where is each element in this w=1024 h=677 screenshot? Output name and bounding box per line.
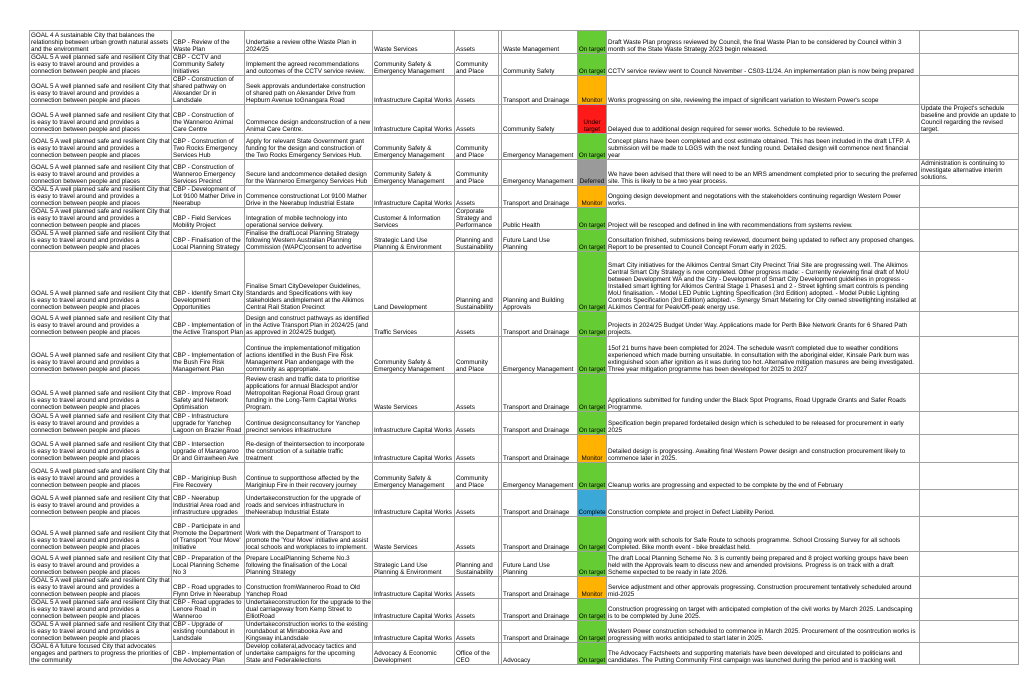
comment-cell: Delayed due to additional design required for sewer works. Schedule to be reviewed.: [607, 105, 920, 134]
goal-cell: GOAL 5 A well planned safe and resilient City that is easy to travel around and provides a connection between people and places: [31, 621, 170, 642]
strategy-cell: Transport and Drainage: [502, 577, 578, 599]
goal-cell: GOAL 5 A well planned safe and resilient City that is easy to travel around and provides a connection between people and places: [30, 490, 172, 517]
goal-cell: GOAL 5 A well planned safe and resilient City that is easy to travel around and provides a connection between people and places: [30, 160, 172, 186]
strategy-cell: Transport and Drainage: [502, 186, 578, 208]
table-row: [30, 621, 1019, 643]
table-row: [30, 252, 1019, 312]
category-cell: Assets: [455, 186, 499, 208]
service-cell: Community Safety & Emergency Management: [373, 337, 455, 374]
goal-cell: GOAL 5 A well planned safe and resilient City that is easy to travel around and provides a connection between people and places: [30, 374, 172, 412]
table-row: [30, 160, 1019, 186]
action-cell: CBP - Preparation of the Local Planning Scheme No 3: [172, 552, 245, 577]
status-cell: Complete: [578, 490, 607, 517]
service-cell: Infrastructure Capital Works: [373, 105, 455, 134]
service-cell: Infrastructure Capital Works: [373, 577, 455, 599]
action-cell: CBP - Construction of Wanneroo Emergency Services Precinct: [172, 160, 245, 186]
strategy-cell: Emergency Management: [502, 134, 578, 160]
service-cell: Traffic Services: [373, 312, 455, 337]
table-row: [30, 517, 1019, 552]
action-cell: CBP - Identify Smart City Development Opportunities: [172, 252, 245, 312]
strategy-cell: Future Land Use Planning: [502, 552, 578, 577]
goal-cell: GOAL 5 A well planned safe and resilient City that is easy to travel around and provides a connection between people and places: [30, 105, 172, 134]
table-row: [30, 412, 1019, 435]
strategy-cell: Transport and Drainage: [502, 312, 578, 337]
table-row: [30, 105, 1019, 134]
description-cell: Develop collateral,advocacy tactics and undertake campaigns for the upcoming State and Federalelections: [245, 643, 373, 665]
description-cell: Finalise Smart CityDeveloper Guidelines, Standards and Specifications with key stakeholders andimplement at the Alkimos Central Rail Station Precinct: [245, 252, 373, 312]
strategy-cell: Planning and Building Approvals: [502, 252, 578, 312]
table-body: [30, 31, 1019, 665]
service-cell: Infrastructure Capital Works: [373, 412, 455, 435]
comment-cell: Cleanup works are progressing and expected to be complete by the end of February: [607, 463, 920, 490]
status-cell: On target: [578, 31, 607, 54]
status-cell: On target: [578, 463, 607, 490]
service-cell: Waste Services: [373, 31, 455, 54]
action-cell: CBP - Field Services Mobility Project: [172, 208, 245, 230]
description-cell: Undertakeconstruction for the upgrade of roads and services infrastructure in theNeerabup Industrial Estate: [245, 490, 373, 517]
description-cell: Integration of mobile technology into operational service delivery.: [245, 208, 373, 230]
action-required-cell: [920, 463, 1019, 490]
service-cell: Strategic Land Use Planning & Environment: [373, 552, 455, 577]
table-row: [30, 463, 1019, 490]
action-required-cell: [920, 643, 1019, 665]
table-row: [30, 230, 1019, 252]
status-cell: On target: [578, 208, 607, 230]
description-cell: Seek approvals andundertake construction of shared path on Alexander Drive from Hepburn Avenue toGnangara Road: [245, 76, 373, 105]
status-cell: On target: [578, 252, 607, 312]
goal-cell: GOAL 5 A well planned safe and resilient City that is easy to travel around and provides a connection between people and places: [30, 76, 172, 105]
strategy-cell: Emergency Management: [502, 337, 578, 374]
table-row: [30, 599, 1019, 621]
action-required-cell: [920, 412, 1019, 435]
strategy-cell: Waste Management: [502, 31, 578, 54]
strategy-cell: Transport and Drainage: [502, 599, 578, 621]
description-cell: Apply for relevant State Government grant funding for the design and construction of the Two Rocks Emergency Services Hub.: [245, 134, 373, 160]
category-cell: Planning and Sustainability: [455, 552, 499, 577]
action-plan-table: [29, 30, 1019, 665]
description-cell: Secure land andcommence detailed design for the Wanneroo Emergency Services Hub: [245, 160, 373, 186]
category-cell: Assets: [455, 312, 499, 337]
category-cell: Assets: [455, 490, 499, 517]
action-required-cell: [920, 252, 1019, 312]
goal-cell: GOAL 5 A well planned safe and resilient City that is easy to travel around and provides a connection between people and places: [30, 463, 172, 490]
description-cell: Re-design of theintersection to incorporate the construction of a suitable traffic treatment: [245, 435, 373, 463]
table-row: [30, 312, 1019, 337]
service-cell: Community Safety & Emergency Management: [373, 134, 455, 160]
status-cell: On target: [578, 552, 607, 577]
comment-cell: Concept plans have been completed and cost estimate obtained. This has been included in the draft LTFP. A submission will be made to LGGS with the next funding round. Detailed design will commence next financial year: [607, 134, 920, 160]
action-required-cell: [920, 599, 1019, 621]
action-required-cell: [920, 134, 1019, 160]
action-required-cell: [920, 517, 1019, 552]
table-row: [30, 208, 1019, 230]
category-cell: Community and Place: [455, 463, 499, 490]
strategy-cell: Transport and Drainage: [502, 435, 578, 463]
status-cell: On target: [578, 517, 607, 552]
action-cell: CBP - Improve Road Safety and Network Optimisation: [172, 374, 245, 412]
action-cell: CBP - Road upgrades to Flynn Drive in Neerabup: [172, 577, 245, 599]
comment-cell: Specification begin prepared fordetailed design which is scheduled to be released for procurement in early 2025: [607, 412, 920, 435]
service-cell: Customer & Information Services: [373, 208, 455, 230]
goal-cell: GOAL 5 A well planned safe and resilient City that is easy to travel around and provides a connection between people and places: [31, 413, 170, 434]
table-row: [30, 374, 1019, 412]
comment-cell: Projects in 2024/25 Budget Under Way. Applications made for Perth Bike Network Grants for 6 Shared Path projects.: [607, 312, 920, 337]
action-required-cell: [920, 374, 1019, 412]
comment-cell: Construction progressing on target with anticipated completion of the civil works by March 2025. Landscaping is to be completed by June 2025.: [607, 599, 920, 621]
description-cell: Commence constructionat Lot 9100 Mather Drive in the Neerabup Industrial Estate: [245, 186, 373, 208]
action-required-cell: [920, 435, 1019, 463]
description-cell: Finalise the draftLocal Planning Strategy following Western Australian Planning Commission (WAPC)consent to advertise: [245, 230, 373, 252]
status-cell: On target: [578, 374, 607, 412]
category-cell: Assets: [455, 621, 499, 643]
goal-cell: GOAL 5 A well planned safe and resilient City that is easy to travel around and provides a connection between people and places: [30, 312, 172, 337]
description-cell: Undertake a review ofthe Waste Plan in 2024/25: [245, 31, 373, 54]
strategy-cell: Transport and Drainage: [502, 374, 578, 412]
status-cell: Monitor: [578, 186, 607, 208]
comment-cell: Applications submitted for funding under the Black Spot Programs, Road Upgrade Grants and Safer Roads Programme.: [607, 374, 920, 412]
service-cell: Infrastructure Capital Works: [373, 186, 455, 208]
description-cell: Continue to supportthose affected by the Mariginiup Fire in their recovery journey: [245, 463, 373, 490]
description-cell: Continue designconsultancy for Yanchep precinct services infrastructure: [245, 412, 373, 435]
goal-cell: GOAL 5 A well planned safe and resilient City that is easy to travel around and provides a connection between people and places: [30, 435, 172, 463]
category-cell: Assets: [455, 577, 499, 599]
table-row: [30, 337, 1019, 374]
goal-cell: GOAL 5 A well planned safe and resilient City that is easy to travel around and provides a connection between people and places: [31, 208, 170, 229]
table-row: [30, 643, 1019, 665]
strategy-cell: Advocacy: [502, 643, 578, 665]
status-cell: On target: [578, 312, 607, 337]
action-required-cell: [920, 31, 1019, 54]
description-cell: Construction fromWanneroo Road to Old Yanchep Road: [245, 577, 373, 599]
table-row: [30, 435, 1019, 463]
category-cell: Community and Place: [455, 160, 499, 186]
status-cell: Under target: [578, 105, 607, 134]
service-cell: Community Safety & Emergency Management: [373, 463, 455, 490]
action-required-cell: Administration is continuing to investigate alternative interim solutions.: [920, 160, 1019, 186]
action-required-cell: Update the Project's schedule baseline and provide an update to Council regarding the revised target.: [920, 105, 1019, 134]
table-row: [30, 31, 1019, 54]
category-cell: Assets: [455, 435, 499, 463]
description-cell: Review crash and traffic data to prioritise applications for annual Blackspot and/or Metropolitan Regional Road Group grant funding in the Long-Term Capital Works Program.: [245, 374, 373, 412]
goal-cell: GOAL 5 A well planned safe and resilient City that is easy to travel around and provides a connection between people and places: [30, 134, 172, 160]
category-cell: Assets: [455, 105, 499, 134]
category-cell: Community and Place: [455, 337, 499, 374]
status-cell: On target: [578, 337, 607, 374]
strategy-cell: Transport and Drainage: [502, 412, 578, 435]
strategy-cell: Transport and Drainage: [502, 76, 578, 105]
comment-cell: We have been advised that there will need to be an MRS amendment completed prior to securing the preferred site. This is likely to be a two year process.: [607, 160, 920, 186]
goal-cell: GOAL 5 A well planned safe and resilient City that is easy to travel around and provides a connection between people and places: [31, 599, 170, 620]
action-cell: CBP - Construction of Two Rocks Emergency Services Hub: [172, 134, 245, 160]
goal-cell: GOAL 5 A well planned safe and resilient City that is easy to travel around and provides a connection between people and places: [30, 252, 172, 312]
status-cell: On target: [578, 643, 607, 665]
category-cell: Community and Place: [455, 54, 499, 76]
service-cell: Infrastructure Capital Works: [373, 621, 455, 643]
category-cell: Community and Place: [455, 134, 499, 160]
status-cell: On target: [578, 599, 607, 621]
status-cell: Deferred: [578, 160, 607, 186]
description-cell: Work with the Department of Transport to promote the 'Your Move' initiative and assist local schools and workplaces to implement.: [245, 517, 373, 552]
table-row: [30, 76, 1019, 105]
category-cell: Assets: [455, 76, 499, 105]
action-cell: CBP - Development of Lot 9100 Mather Drive in Neerabup: [172, 186, 245, 208]
description-cell: Design and construct pathways as identified in the Active Transport Plan in 2024/25 (and as approved in 2024/25 budget).: [245, 312, 373, 337]
action-required-cell: [920, 186, 1019, 208]
goal-cell: GOAL 5 A well planned safe and resilient City that is easy to travel around and provides a connection between people and places: [30, 552, 172, 577]
goal-cell: GOAL 5 A well planned safe and resilient City that is easy to travel around and provides a connection between people and places: [30, 517, 172, 552]
comment-cell: Smart City initiatives for the Alkimos Central Smart City Precinct Trial Site are progressing well. The Alkimos Central Smart City Strategy is now completed. Other progress made: - Currently reviewing final draft of MoU between Development WA and the City - Development of Smart City Development guidelines in progress - Installed smart lighting for Alkimos Central Stage 1 Phases1 and 2 - Street lighting smart controls is pending MoU finalisation. - Model LED Public Lighting Specification (3rd Edition) adopted. - Model Public Lighting Controls Specification (3rd Edition) adopted. - Synergy Smart Metering for City owned streetlighting installed at ALkimos Central for Peak/Off-peak energy use.: [607, 252, 920, 312]
category-cell: Corporate Strategy and Performance: [455, 208, 499, 230]
category-cell: Assets: [455, 412, 499, 435]
service-cell: Infrastructure Capital Works: [373, 490, 455, 517]
status-cell: On target: [578, 54, 607, 76]
status-cell: On target: [578, 134, 607, 160]
service-cell: Waste Services: [373, 374, 455, 412]
category-cell: Assets: [455, 517, 499, 552]
service-cell: Infrastructure Capital Works: [373, 435, 455, 463]
category-cell: Planning and Sustainability: [455, 230, 499, 252]
action-cell: CBP - Review of the Waste Plan: [172, 31, 245, 54]
category-cell: Assets: [455, 599, 499, 621]
goal-cell: GOAL 6 A future focused City that advocates engages and partners to progress the priorities of the community: [30, 643, 172, 665]
description-cell: Commence design andconstruction of a new Animal Care Centre.: [245, 105, 373, 134]
comment-cell: 15of 21 burns have been completed for 2024. The schedule wasn't completed due to weather conditions experienced which made burning unsuitable. In consultation with the aboriginal elder, Kinsale Park burn was extinguished soon after ignition as it was during too hot. Alternative mitigation masures are being investigated. Three year mitigation programme has been developed for 2025 to 2027: [607, 337, 920, 374]
strategy-cell: Transport and Drainage: [502, 490, 578, 517]
action-required-cell: [920, 577, 1019, 599]
action-required-cell: [920, 337, 1019, 374]
service-cell: Infrastructure Capital Works: [373, 599, 455, 621]
table-row: [30, 490, 1019, 517]
category-cell: Assets: [455, 374, 499, 412]
comment-cell: Service adjustment and other approvals progressing. Construction procurement tentatively scheduled around mid-2025: [607, 577, 920, 599]
action-cell: CBP - CCTV and Community Safety Initiatives: [172, 54, 245, 76]
action-cell: CBP - Mariginiup Bush Fire Recovery: [172, 463, 245, 490]
action-cell: CBP - Implementation of the Active Transport Plan: [172, 312, 245, 337]
table-row: [30, 186, 1019, 208]
status-cell: Monitor: [578, 435, 607, 463]
goal-cell: GOAL 5 A well planned safe and resilient City that is easy to travel around and provides a connection between people and places: [31, 186, 170, 207]
status-cell: On target: [578, 621, 607, 643]
strategy-cell: Public Health: [502, 208, 578, 230]
status-cell: Monitor: [578, 577, 607, 599]
action-required-cell: [920, 76, 1019, 105]
category-cell: Office of the CEO: [455, 643, 499, 665]
strategy-cell: Transport and Drainage: [502, 621, 578, 643]
service-cell: Waste Services: [373, 517, 455, 552]
table-row: [30, 134, 1019, 160]
strategy-cell: Emergency Management: [502, 160, 578, 186]
strategy-cell: Emergency Management: [502, 463, 578, 490]
action-required-cell: [920, 490, 1019, 517]
goal-cell: GOAL 5 A well planned safe and resilient City that is easy to travel around and provides a connection between people and places: [31, 230, 170, 251]
action-required-cell: [920, 312, 1019, 337]
service-cell: Advocacy & Economic Development: [373, 643, 455, 665]
action-cell: CBP - Implementation of the Advocacy Plan: [172, 643, 245, 665]
strategy-cell: Community Safety: [502, 105, 578, 134]
action-cell: CBP - Intersection upgrade of Marangaroo Dr and Girrawheen Ave: [172, 435, 245, 463]
action-cell: CBP - Construction of shared pathway on Alexander Dr in Landsdale: [172, 76, 245, 105]
table-row: [30, 54, 1019, 76]
status-cell: On target: [578, 230, 607, 252]
comment-cell: Works progressing on site, reviewing the impact of significant variation to Western Power's scope: [607, 76, 920, 105]
strategy-cell: Community Safety: [502, 54, 578, 76]
strategy-cell: Transport and Drainage: [502, 517, 578, 552]
action-cell: CBP - Neerabup Industrial Area road and infrastructure upgrades: [172, 490, 245, 517]
action-required-cell: [920, 230, 1019, 252]
goal-cell: GOAL 4 A sustainable City that balances the relationship between urban growth natural assets and the environment: [30, 31, 172, 54]
goal-cell: GOAL 5 A well planned safe and resilient City that is easy to travel around and provides a connection between people and places: [31, 54, 170, 75]
goal-cell: GOAL 5 A well planned safe and resilient City that is easy to travel around and provides a connection between people and places: [30, 337, 172, 374]
action-cell: CBP - Construction of the Wanneroo Animal Care Centre: [172, 105, 245, 134]
table-row: [30, 577, 1019, 599]
description-cell: Undertakeconstruction works to the existing roundabout at Mirrabooka Ave and Kingsway inLandsdale: [245, 621, 373, 643]
action-cell: CBP - Road upgrades to Lenore Road in Wanneroo: [172, 599, 245, 621]
comment-cell: CCTV service review went to Council November - CS03-11/24. An implementation plan is now being prepared: [607, 54, 920, 76]
category-cell: Planning and Sustainability: [455, 252, 499, 312]
action-cell: CBP - Upgrade of existing roundabout in Landsdale: [172, 621, 245, 643]
action-required-cell: [920, 208, 1019, 230]
comment-cell: Ongoing work with schools for Safe Route to schools programme. School Crossing Survey for all schools Completed. Bike month event - bike breakfast held.: [607, 517, 920, 552]
comment-cell: Ongoing design development and negotations with the stakeholders continuing regardign Western Power works.: [607, 186, 920, 208]
service-cell: Infrastructure Capital Works: [373, 76, 455, 105]
description-cell: Continue the implementationof mitigation actions identified in the Bush Fire Risk Management Plan andengage with the community as appropriate.: [245, 337, 373, 374]
description-cell: Implement the agreed recommendations and outcomes of the CCTV service review.: [245, 54, 373, 76]
service-cell: Community Safety & Emergency Management: [373, 160, 455, 186]
action-cell: CBP - Implementation of the Bush Fire Risk Management Plan: [172, 337, 245, 374]
comment-cell: The draft Local Planning Scheme No. 3 is currently being prepared and 8 project working groups have been held with the Approvals team to discuss new and amended provisions. Progress is on track with a draft Scheme expected to be ready in late 2026.: [607, 552, 920, 577]
description-cell: Undertakeconstruction for the upgrade to the dual carriageway from Kemp Street to ElliotRoad: [246, 599, 371, 620]
service-cell: Land Development: [373, 252, 455, 312]
action-cell: CBP - Participate in and Promote the Department of Transport 'Your Move' Initiative: [172, 517, 245, 552]
action-required-cell: [920, 621, 1019, 643]
comment-cell: Consultation finished, submissions being reviewed, document being updated to reflect any proposed changes. Report to be presented to Council Concept Forum early in 2025.: [607, 230, 920, 252]
description-cell: Prepare LocalPlanning Scheme No.3 following the finalisation of the Local Planning Strategy: [245, 552, 373, 577]
table-row: [30, 552, 1019, 577]
action-required-cell: [920, 552, 1019, 577]
status-cell: Monitor: [578, 76, 607, 105]
action-required-cell: [920, 54, 1019, 76]
action-cell: CBP - Finalisation of the Local Planning Strategy: [172, 230, 245, 252]
service-cell: Strategic Land Use Planning & Environment: [373, 230, 455, 252]
service-cell: Community Safety & Emergency Management: [373, 54, 455, 76]
action-cell: CBP - Infrastructure upgrade for Yanchep Lagoon on Brazier Road: [172, 412, 245, 435]
comment-cell: Project will be rescoped and defined in line with recommendations from systems review.: [607, 208, 920, 230]
comment-cell: The Advocacy Factsheets and supporting materials have been developed and circulated to politicians and candidates. The Putting Community First campaign was launched during the period and is tracking well.: [607, 643, 920, 665]
comment-cell: Detailed design is progressing. Awaiting final Western Power design and construction procurement likely to commence later in 2025.: [607, 435, 920, 463]
comment-cell: Western Power construction scheduled to commence in March 2025. Procurement of the cosntrcution works is progressing with works anticipated to start later in 2025.: [607, 621, 920, 643]
strategy-cell: Future Land Use Planning: [502, 230, 578, 252]
status-cell: On target: [578, 412, 607, 435]
comment-cell: Construction complete and project in Defect Liability Period.: [607, 490, 920, 517]
comment-cell: Draft Waste Plan progress reviewed by Council, the final Waste Plan to be considered by Council within 3 month sof the State Waste Strategy 2023 begin released.: [607, 31, 920, 54]
goal-cell: GOAL 5 A well planned safe and resilient City that is easy to travel around and provides a connection between people and places: [31, 577, 170, 598]
category-cell: Assets: [455, 31, 499, 54]
